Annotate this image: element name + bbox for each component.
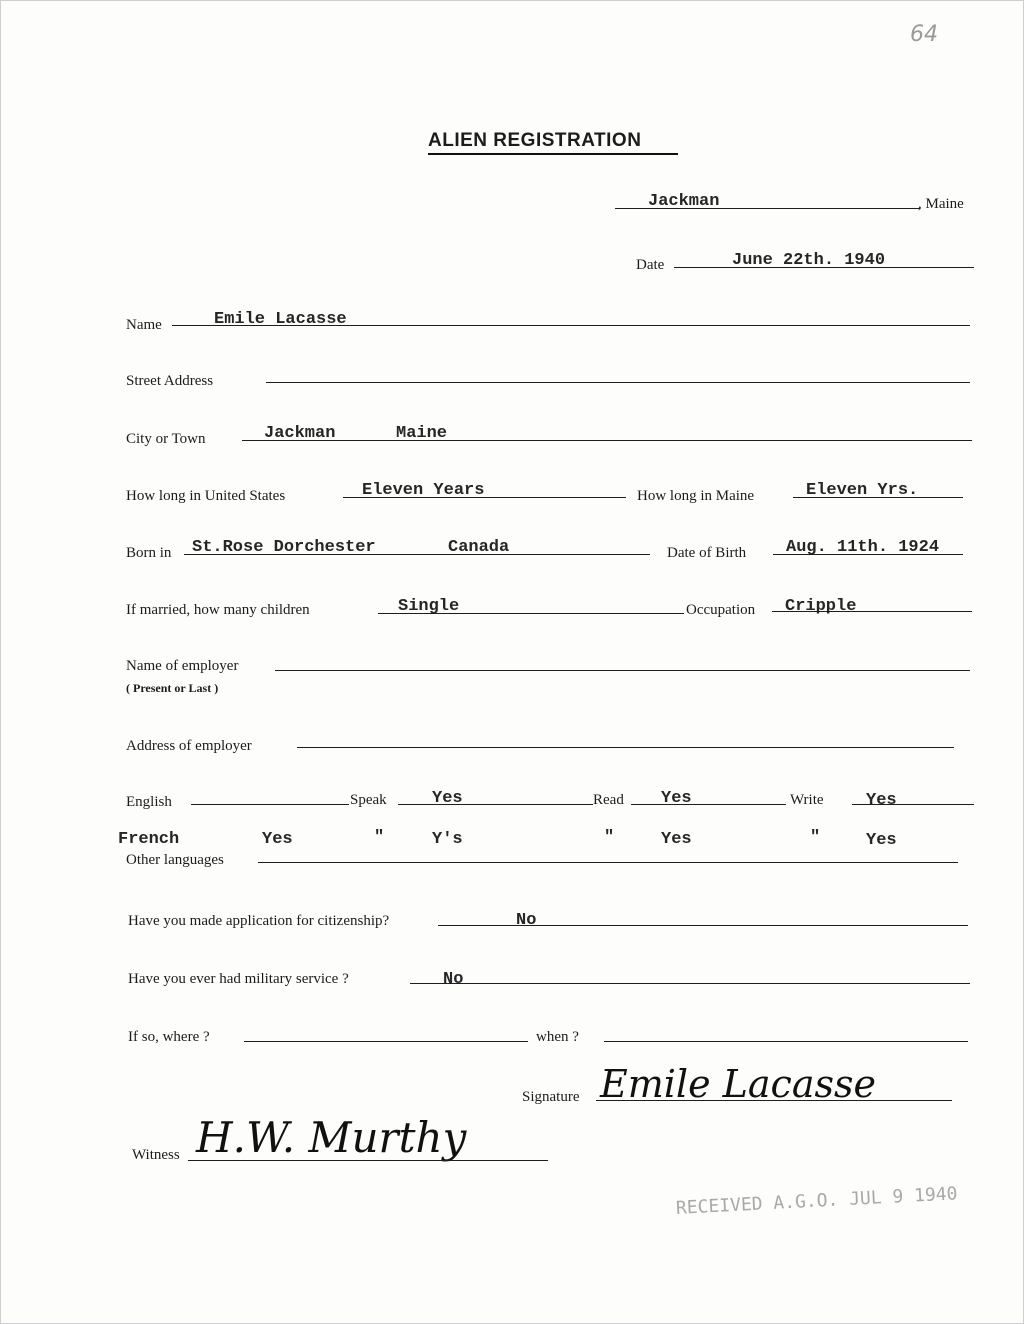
if-so-where-line (244, 1041, 528, 1042)
corner-number: 64 (910, 22, 938, 47)
french-value: Yes (262, 830, 293, 849)
dob-value: Aug. 11th. 1924 (786, 538, 940, 557)
how-long-us-label: How long in United States (126, 488, 286, 504)
employer-address-line (297, 747, 954, 748)
signature-label: Signature (522, 1089, 580, 1105)
military-value: No (443, 970, 464, 989)
children-label: If married, how many children (126, 602, 310, 618)
english-write-value: Yes (866, 791, 897, 810)
how-long-maine-line (793, 497, 963, 498)
french-ditto-2: " (604, 828, 615, 847)
date-line (674, 267, 974, 268)
how-long-maine-value: Eleven Yrs. (806, 481, 919, 500)
employer-sublabel: ( Present or Last ) (126, 681, 219, 695)
if-so-where-label: If so, where ? (128, 1029, 210, 1045)
employer-line (275, 670, 970, 671)
english-write-label: Write (790, 792, 824, 808)
born-in-place: St.Rose Dorchester (192, 538, 376, 557)
received-stamp: RECEIVED A.G.O. JUL 9 1940 (675, 1183, 958, 1219)
witness-label: Witness (132, 1147, 180, 1163)
english-speak-line (398, 804, 593, 805)
when-line (604, 1041, 968, 1042)
children-value: Single (398, 597, 460, 616)
french-ditto-3: " (810, 828, 821, 847)
how-long-us-value: Eleven Years (362, 481, 485, 500)
french-ditto-1: " (374, 828, 385, 847)
born-in-country: Canada (448, 538, 510, 557)
born-in-line (184, 554, 650, 555)
english-speak-label: Speak (350, 792, 387, 808)
military-label: Have you ever had military service ? (128, 971, 349, 987)
dob-label: Date of Birth (667, 545, 747, 561)
english-read-label: Read (593, 792, 624, 808)
location-line (615, 208, 920, 209)
title-underline (428, 153, 678, 155)
employer-address-label: Address of employer (126, 738, 252, 754)
street-line (266, 382, 970, 383)
occupation-line (772, 611, 972, 612)
how-long-us-line (343, 497, 626, 498)
citizenship-line (438, 925, 968, 926)
french-read: Yes (661, 830, 692, 849)
occupation-value: Cripple (785, 597, 857, 616)
other-languages-label: Other languages (126, 852, 224, 868)
citizenship-value: No (516, 911, 537, 930)
witness-line (188, 1160, 548, 1161)
location-town: Jackman (648, 192, 720, 211)
city-state: Maine (396, 424, 448, 443)
other-languages-line (258, 862, 958, 863)
street-label: Street Address (126, 373, 214, 389)
form-title: ALIEN REGISTRATION (428, 130, 642, 151)
city-line (242, 440, 972, 441)
english-read-value: Yes (661, 789, 692, 808)
french-label: French (118, 830, 180, 849)
date-label: Date (636, 257, 665, 273)
born-in-label: Born in (126, 545, 172, 561)
children-line (378, 613, 684, 614)
english-speak-value: Yes (432, 789, 463, 808)
location-state-label: , Maine (918, 196, 964, 212)
citizenship-label: Have you made application for citizenship? (128, 913, 390, 929)
signature-line (596, 1100, 952, 1101)
english-write-line (852, 804, 974, 805)
dob-line (773, 554, 963, 555)
french-write: Yes (866, 831, 897, 850)
name-value: Emile Lacasse (214, 310, 347, 329)
name-line (172, 325, 970, 326)
occupation-label: Occupation (686, 602, 756, 618)
city-label: City or Town (126, 431, 206, 447)
date-value: June 22th. 1940 (732, 251, 886, 270)
how-long-maine-label: How long in Maine (637, 488, 755, 504)
when-label: when ? (536, 1029, 579, 1045)
employer-label: Name of employer (126, 658, 239, 674)
english-label: English (126, 794, 172, 810)
military-line (410, 983, 970, 984)
signature-handwriting: Emile Lacasse (600, 1062, 876, 1106)
english-line (191, 804, 349, 805)
name-label: Name (126, 317, 162, 333)
english-read-line (631, 804, 786, 805)
city-town: Jackman (264, 424, 336, 443)
french-speak: Y's (432, 830, 463, 849)
witness-handwriting: H.W. Murthy (196, 1113, 467, 1162)
